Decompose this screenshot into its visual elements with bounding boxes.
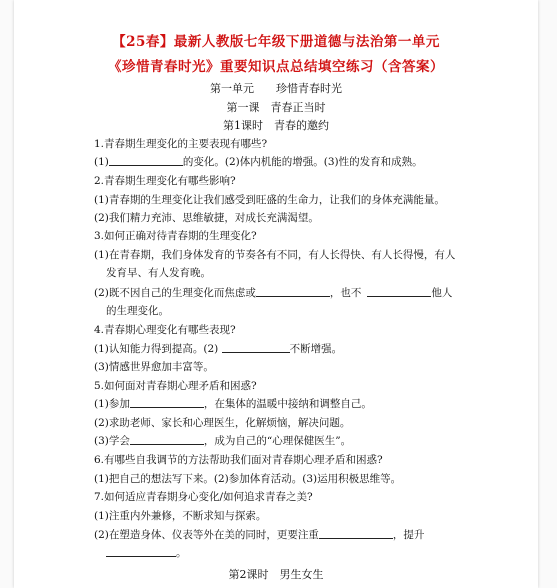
unit-heading: 第一单元 珍惜青春时光	[210, 82, 342, 95]
answer-text: (1)参加	[94, 398, 130, 410]
answer-line: (1)把自己的想法写下来。(2)参加体育活动。(3)运用积极思维等。	[94, 473, 402, 485]
answer-text: 。	[176, 547, 187, 559]
answer-line: (1)在青春期，我们身体发育的节奏各有不同，有人长得快、有人长得慢，有人	[94, 249, 456, 261]
answer-text: ，成为自己的“心理保健医生”。	[203, 435, 352, 447]
section-heading: 第1课时 青春的邀约	[223, 119, 329, 132]
answer-text: (3)学会	[94, 435, 130, 447]
answer-line: 发育早、有人发育晚。	[106, 267, 211, 279]
answer-line: (1)注重内外兼修，不断求知与探索。	[94, 510, 267, 522]
answer-line	[94, 527, 424, 542]
fill-blank[interactable]	[256, 285, 330, 297]
fill-blank[interactable]	[319, 527, 393, 539]
question-6: 6.有哪些自我调节的方法帮助我们面对青春期心理矛盾和困惑?	[94, 454, 383, 466]
fill-blank[interactable]	[367, 285, 431, 297]
answer-line	[94, 433, 351, 448]
fill-blank[interactable]	[130, 396, 204, 408]
fill-blank[interactable]	[222, 341, 290, 353]
answer-text: (2)在塑造身体、仪表等外在美的同时，更要注重	[94, 529, 319, 541]
answer-line	[94, 396, 372, 411]
fill-blank[interactable]	[109, 154, 183, 166]
answer-text: (2)既不因自己的生理变化而焦虑或	[94, 287, 256, 299]
answer-line	[94, 285, 452, 300]
fill-blank[interactable]	[130, 433, 204, 445]
answer-text: 他人	[431, 287, 453, 299]
question-5: 5.如何面对青春期心理矛盾和困惑?	[94, 380, 257, 392]
document-title-line-2: 《珍惜青春时光》重要知识点总结填空练习（含答案）	[108, 59, 444, 75]
answer-line: (1)青春期的生理变化让我们感受到旺盛的生命力，让我们的身体充满能量。	[94, 194, 445, 206]
answer-text: (1)	[94, 156, 109, 168]
answer-line	[106, 545, 187, 560]
answer-text: ，提升	[392, 529, 425, 541]
answer-line	[94, 341, 342, 356]
answer-line: (3)情感世界愈加丰富等。	[94, 361, 214, 373]
question-3: 3.如何正确对待青春期的生理变化?	[94, 230, 257, 242]
fill-blank[interactable]	[106, 545, 176, 557]
answer-text: ，在集体的温暖中接纳和调整自己。	[203, 398, 372, 410]
answer-text: 不断增强。	[289, 343, 343, 355]
question-4: 4.青春期心理变化有哪些表现?	[94, 324, 236, 336]
answer-text: 的变化。(2)体内机能的增强。(3)性的发育和成熟。	[182, 156, 423, 168]
question-1: 1.青春期生理变化的主要表现有哪些?	[94, 138, 268, 150]
document-title-line-1: 【25春】最新人教版七年级下册道德与法治第一单元	[112, 34, 440, 50]
question-7: 7.如何适应青春期身心变化/如何追求青春之美?	[94, 491, 313, 503]
lesson-heading: 第一课 青春正当时	[226, 101, 326, 114]
section-2-heading: 第2课时 男生女生	[228, 568, 324, 581]
answer-text: (1)认知能力得到提高。(2)	[94, 343, 222, 355]
answer-line: 的生理变化。	[106, 305, 169, 317]
answer-line	[94, 154, 423, 169]
answer-text: ，也不	[329, 287, 362, 299]
answer-line: (2)求助老师、家长和心理医生，化解烦恼，解决问题。	[94, 417, 351, 429]
answer-line: (2)我们精力充沛、思维敏捷，对成长充满渴望。	[94, 212, 319, 224]
question-2: 2.青春期生理变化有哪些影响?	[94, 175, 236, 187]
document-page	[14, 0, 538, 588]
